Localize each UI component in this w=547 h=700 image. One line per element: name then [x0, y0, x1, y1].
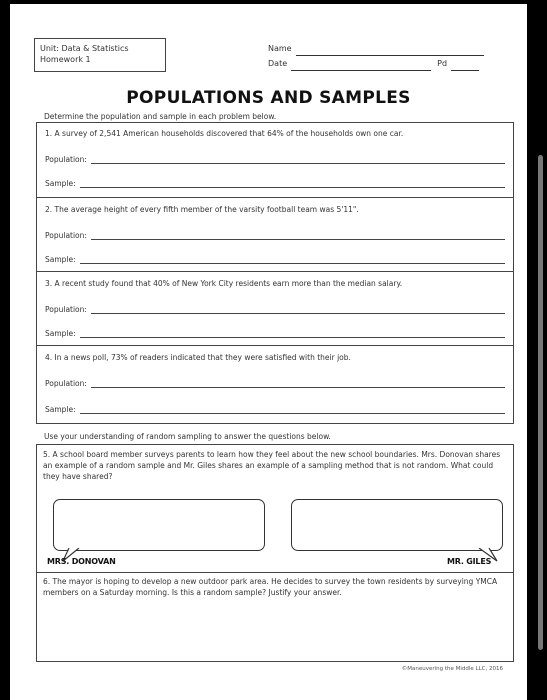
problems-box	[36, 122, 514, 424]
instructions-part2: Use your understanding of random sampling to answer the questions below.	[44, 432, 331, 441]
problem-4-sample[interactable]: Sample:	[45, 405, 505, 414]
problem-3-sample[interactable]: Sample:	[45, 329, 505, 338]
donovan-speech-bubble[interactable]	[53, 499, 265, 551]
problem-5-text: 5. A school board member surveys parents to learn how they feel about the new school boundaries. Mrs. Donovan shares an example of a random sample and Mr. Giles shares an example of a sampling method that is not random. What could they have shared?	[43, 450, 501, 481]
name-date-block	[268, 41, 484, 71]
date-label: Date	[268, 59, 288, 68]
problem-6-answer-area[interactable]	[45, 615, 505, 655]
divider	[37, 197, 513, 198]
problem-2-sample[interactable]: Sample:	[45, 255, 505, 264]
problem-4-population[interactable]: Population:	[45, 379, 505, 388]
problem-1-population[interactable]: Population:	[45, 155, 505, 164]
date-field[interactable]	[291, 61, 431, 71]
problem-2-text: 2. The average height of every fifth member of the varsity football team was 5'11".	[45, 205, 359, 214]
giles-label: MR. GILES	[447, 557, 492, 566]
giles-speech-bubble[interactable]	[291, 499, 503, 551]
problem-4-text: 4. In a news poll, 73% of readers indicated that they were satisfied with their job.	[45, 353, 351, 362]
problem-6-text: 6. The mayor is hoping to develop a new outdoor park area. He decides to survey the town residents by surveying YMCA members on a Saturday morning. Is this a random sample? Justify your answer.	[43, 577, 498, 597]
period-label: Pd	[437, 59, 448, 68]
worksheet-page	[10, 4, 527, 700]
name-label: Name	[268, 44, 292, 53]
problem-3-population[interactable]: Population:	[45, 305, 505, 314]
unit-label: Unit: Data & Statistics	[40, 44, 129, 53]
problem-1-text: 1. A survey of 2,541 American households discovered that 64% of the households own one car.	[45, 129, 404, 138]
problem-2-population[interactable]: Population:	[45, 231, 505, 240]
unit-box	[34, 38, 166, 72]
divider	[37, 345, 513, 346]
scrollbar[interactable]	[538, 155, 543, 650]
problem-3-text: 3. A recent study found that 40% of New York City residents earn more than the median salary.	[45, 279, 403, 288]
name-field[interactable]	[296, 46, 484, 56]
random-sampling-box	[36, 444, 514, 662]
homework-label: Homework 1	[40, 55, 91, 64]
donovan-label: MRS. DONOVAN	[47, 557, 116, 566]
page-title: POPULATIONS AND SAMPLES	[126, 88, 411, 108]
period-field[interactable]	[451, 61, 479, 71]
copyright: ©Maneuvering the Middle LLC, 2016	[401, 666, 503, 672]
problem-1-sample[interactable]: Sample:	[45, 179, 505, 188]
divider	[37, 271, 513, 272]
divider	[37, 572, 513, 573]
instructions-part1: Determine the population and sample in each problem below.	[44, 112, 277, 121]
